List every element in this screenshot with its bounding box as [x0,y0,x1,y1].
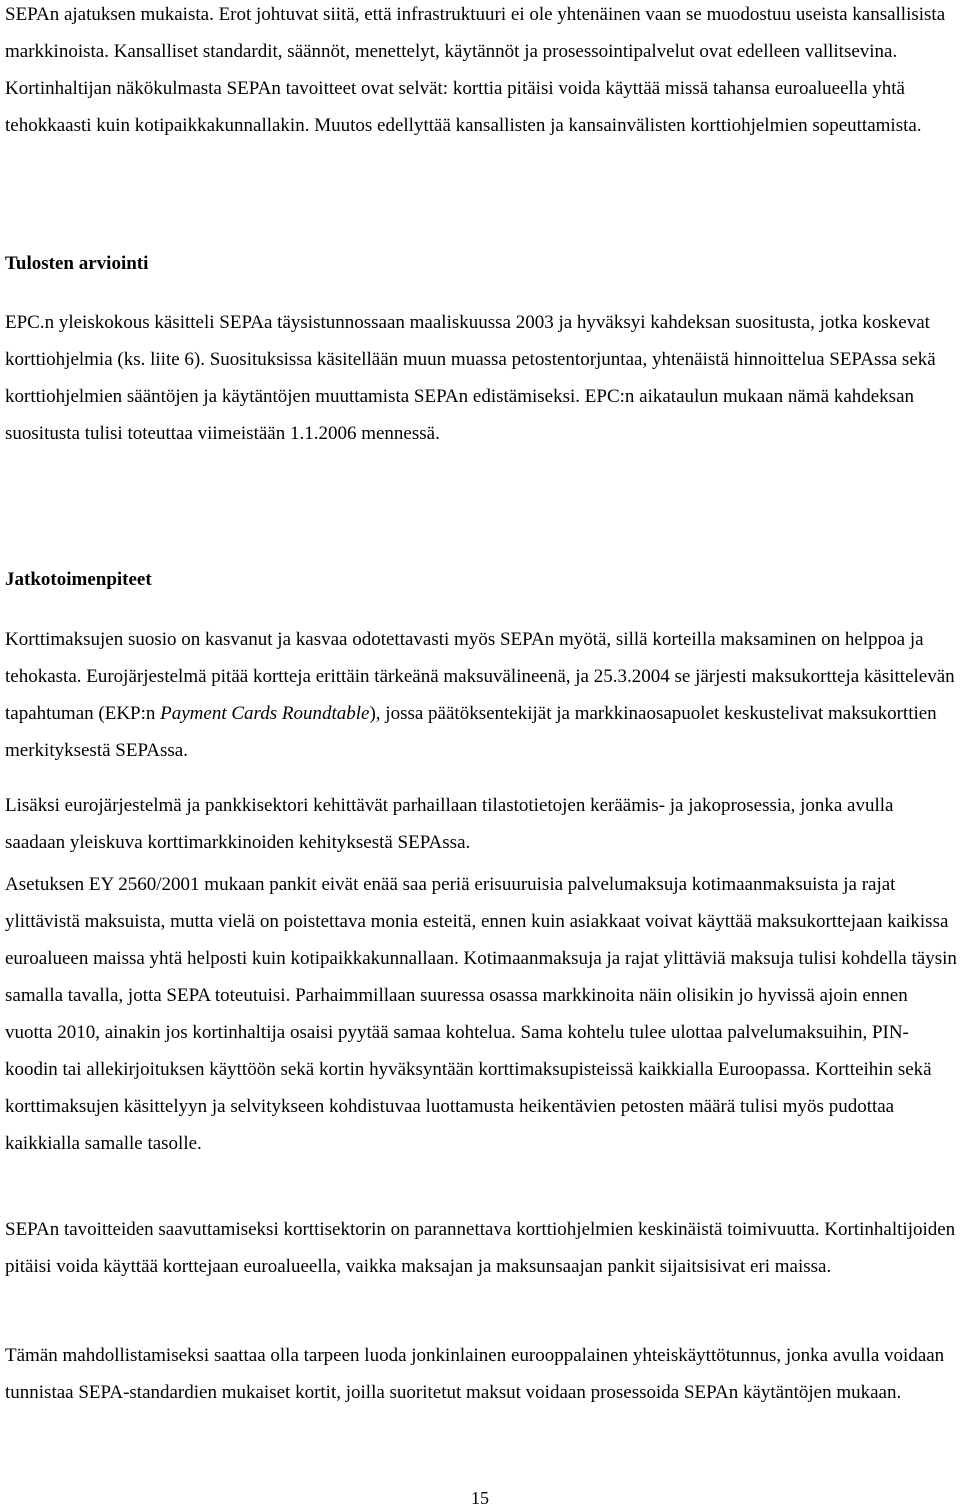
page-number: 15 [471,1488,489,1508]
paragraph-korttimaksujen-suosio [5,621,957,769]
heading-jatkotoimenpiteet: Jatkotoimenpiteet [5,569,152,590]
paragraph-sepan-tavoitteet: SEPAn tavoitteiden saavuttamiseksi korttisektorin on parannettava korttiohjelmien keskinäistä toimivuutta. Kortinhaltijoiden pitäisi voida käyttää korttejaan euroalueella, vaikka maksajan ja maksunsaajan pankit sijaitsisivat eri maissa. [5,1219,956,1277]
paragraph-part: ), jossa päätöksentekijät ja markkinaosapuolet keskustelivat maksukorttien merkityksestä SEPAssa. [5,703,937,761]
payment-cards-roundtable: Payment Cards Roundtable [160,703,370,724]
heading-tulosten-arviointi: Tulosten arviointi [5,253,149,274]
paragraph-tilastotiedot: Lisäksi eurojärjestelmä ja pankkisektori kehittävät parhaillaan tilastotietojen keräämis- ja jakoprosessia, jonka avulla saadaan yleiskuva korttimarkkinoiden kehityksestä SEPAssa. [5,795,894,853]
paragraph-part: Korttimaksujen suosio on kasvanut ja kasvaa odotettavasti myös SEPAn myötä, sillä korteilla maksaminen on helppoa ja tehokasta. Eurojärjestelmä pitää kortteja erittäin tärkeänä maksuvälineenä, ja 25.3.2004 se järjesti maksukortteja käsittelevän tapahtuman (EKP:n [5,629,955,724]
paragraph-asetus: Asetuksen EY 2560/2001 mukaan pankit eivät enää saa periä erisuuruisia palvelumaksuja kotimaanmaksuista ja rajat ylittävistä maksuista, mutta vielä on poistettava monia esteitä, ennen kuin asiakkaat voivat käyttää maksukorttejaan kaikissa euroalueen maissa yhtä helposti kuin kotipaikkakunnallaan. Kotimaanmaksuja ja rajat ylittäviä maksuja tulisi kohdella täysin samalla tavalla, jotta SEPA toteutuisi. Parhaimmillaan suuressa osassa markkinoita näin olisikin jo hyvissä ajoin ennen vuotta 2010, ainakin jos kortinhaltija osaisi pyytää samaa kohtelua. Sama kohtelu tulee ulottaa palvelumaksuihin, PIN-koodin tai allekirjoituksen käyttöön sekä kortin hyväksyntään korttimaksupisteissä kaikkialla Euroopassa. Kortteihin sekä korttimaksujen käsittelyyn ja selvitykseen kohdistuvaa luottamusta heikentävien petosten määrä tulisi myös pudottaa kaikkialla samalle tasolle. [5,874,957,1154]
intro-paragraph: SEPAn ajatuksen mukaista. Erot johtuvat siitä, että infrastruktuuri ei ole yhtenäinen vaan se muodostuu useista kansallisista markkinoista. Kansalliset standardit, säännöt, menettelyt, käytännöt ja prosessointipalvelut ovat edelleen vallitsevina. Kortinhaltijan näkökulmasta SEPAn tavoitteet ovat selvät: korttia pitäisi voida käyttää missä tahansa euroalueella yhtä tehokkaasti kuin kotipaikkakunnallakin. Muutos edellyttää kansallisten ja kansainvälisten korttiohjelmien sopeuttamista. [5,4,946,136]
paragraph-tulosten-arviointi: EPC.n yleiskokous käsitteli SEPAa täysistunnossaan maaliskuussa 2003 ja hyväksyi kahdeksan suositusta, jotka koskevat korttiohjelmia (ks. liite 6). Suosituksissa käsitellään muun muassa petostentorjuntaa, yhtenäistä hinnoittelua SEPAssa sekä korttiohjelmien sääntöjen ja käytäntöjen muuttamista SEPAn edistämiseksi. EPC:n aikataulun mukaan nämä kahdeksan suositusta tulisi toteuttaa viimeistään 1.1.2006 mennessä. [5,312,936,444]
paragraph-yhteiskayttotunnus: Tämän mahdollistamiseksi saattaa olla tarpeen luoda jonkinlainen eurooppalainen yhteiskäyttötunnus, jonka avulla voidaan tunnistaa SEPA-standardien mukaiset kortit, joilla suoritetut maksut voidaan prosessoida SEPAn käytäntöjen mukaan. [5,1345,945,1403]
